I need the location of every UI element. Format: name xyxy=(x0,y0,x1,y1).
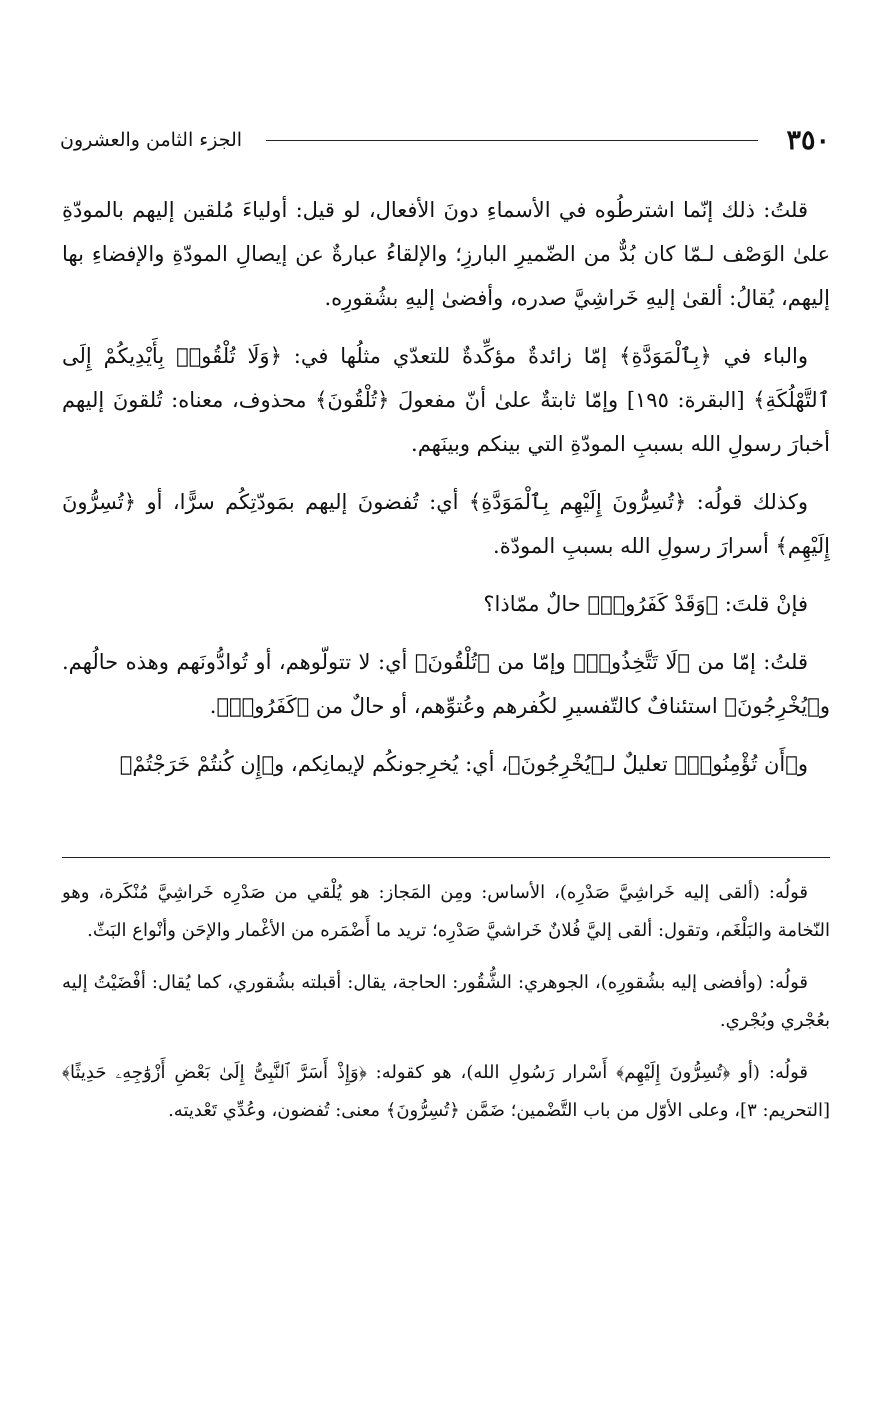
page-number: ٣٥٠ xyxy=(786,124,830,156)
main-paragraph: قلتُ: ذلك إنّما اشترطُوه في الأسماءِ دونَ الأفعال، لو قيل: أولياءَ مُلقين إليهم بالمودّةِ علىٰ الوَصْف لـمّا كان بُدٌّ من الضّميرِ البارزِ؛ والإلقاءُ عبارةٌ عن إيصالِ المودّةِ والإفضاءِ بها إليهم، يُقالُ: ألقىٰ إليهِ خَراشِيَّ صدره، وأفضىٰ إليهِ بشُقورِه. xyxy=(62,198,830,310)
main-paragraph: والباء في ﴿بِٱلْمَوَدَّةِ﴾ إمّا زائدةٌ مؤكِّدةٌ للتعدّي مثلُها في: ﴿وَلَا تُلْقُوا۟ بِأَيْدِيكُمْ إِلَى ٱلتَّهْلُكَةِ﴾ [البقرة: ١٩٥] وإمّا ثابتةٌ علىٰ أنّ مفعولَ ﴿تُلْقُونَ﴾ محذوف، معناه: تُلقونَ إليهم أخبارَ رسولِ الله بسببِ المودّةِ التي بينكم وبينَهم. xyxy=(62,344,831,456)
main-paragraph: فإنْ قلتَ: ﴿وَقَدْ كَفَرُوا۟﴾ حالٌ ممّاذا؟ xyxy=(483,592,808,616)
footnote-paragraph: قولُه: (أو ﴿تُسِرُّونَ إِلَيْهِم﴾ أَسْرار رَسُولِ الله)، هو كقوله: ﴿وَإِذْ أَسَرَّ ٱلنَّبِىُّ إِلَىٰ بَعْضِ أَزْوَٰجِهِۦ حَدِيثًا﴾ [التحريم: ٣]، وعلى الأوّل من باب التَّضْمين؛ ضَمَّن ﴿تُسِرُّونَ﴾ معنى: تُفضون، وعُدِّي تَعْديته. xyxy=(62,1062,830,1121)
running-title: الجزء الثامن والعشرون xyxy=(60,129,243,151)
footnote-paragraph: قولُه: (ألقى إليه خَراشِيَّ صَدْرِه)، الأساس: ومِن المَجاز: هو يُلْقي من صَدْرِه خَراشِيَّ مُنْكَرة، وهو النّخامة والبَلْغَم، وتقول: ألقى إليَّ فُلانٌ خَراشيَّ صَدْرِه؛ تريد ما أَضْمَره من الأغْمار والإحَن وأنْواع البَثّ. xyxy=(62,882,830,941)
main-paragraph: و﴿أَن تُؤْمِنُوا۟﴾ تعليلٌ لـ﴿يُخْرِجُونَ﴾، أي: يُخرِجونكُم لإيمانِكم، و﴿إِن كُنتُمْ خَرَجْتُمْ﴾ xyxy=(119,752,808,776)
main-text xyxy=(62,188,830,800)
footnote-separator xyxy=(62,857,830,858)
footnote-paragraph: قولُه: (وأفضى إليه بشُقورِه)، الجوهري: الشُّقُور: الحاجة، يقال: أقبلته بشُقوري، كما يُقال: أفْضَيْتُ إليه بعُجْري وبُجْري. xyxy=(62,972,830,1031)
main-paragraph: قلتُ: إمّا من ﴿لَا تَتَّخِذُوا۟﴾ وإمّا من ﴿تُلْقُونَ﴾ أي: لا تتولّوهم، أو تُوادُّونَهم وهذه حالُهم. و﴿يُخْرِجُونَ﴾ استئنافٌ كالتّفسيرِ لكُفرهم وعُتوِّهم، أو حالٌ من ﴿كَفَرُوا۟﴾. xyxy=(62,650,830,718)
page-header xyxy=(60,118,830,162)
header-rule xyxy=(266,140,758,141)
footnotes xyxy=(62,874,830,1144)
main-paragraph: وكذلك قولُه: ﴿تُسِرُّونَ إِلَيْهِم بِٱلْمَوَدَّةِ﴾ أي: تُفضونَ إليهم بمَودّتِكُم سرًّا، أو ﴿تُسِرُّونَ إِلَيْهِم﴾ أسرارَ رسولِ الله بسببِ المودّة. xyxy=(62,490,830,558)
